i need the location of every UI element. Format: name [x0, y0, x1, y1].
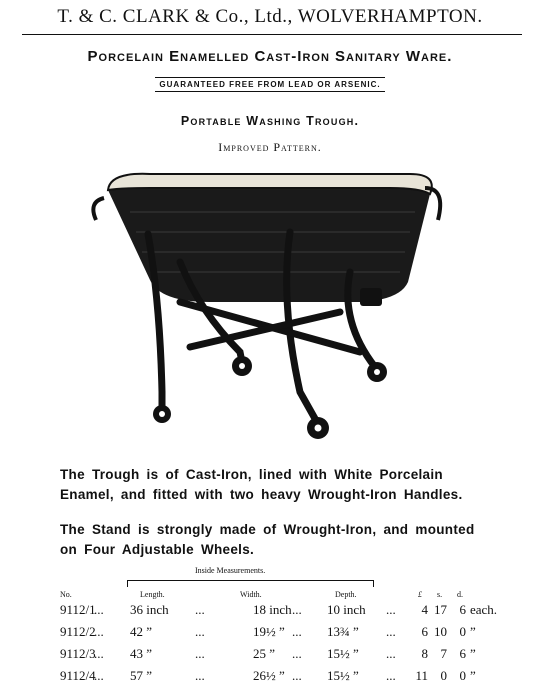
table-row [0, 668, 540, 690]
length-value: 43 ” [130, 646, 153, 661]
leader-dots: ... [94, 668, 104, 683]
col-header-depth: Depth. [335, 590, 357, 599]
length-value: 36 inch [130, 602, 169, 617]
price-pounds: 11 [415, 668, 428, 683]
col-header-length: Length. [140, 590, 165, 599]
washing-trough-illustration [90, 162, 450, 452]
description-stand: The Stand is strongly made of Wrought-Iron, and mounted on Four Adjustable Wheels. [60, 522, 475, 557]
price-pence: 0 [459, 668, 466, 683]
width-value: 19½ ” [253, 624, 285, 639]
width-value: 26½ ” [253, 668, 285, 683]
length-value: 42 ” [130, 624, 153, 639]
leader-dots: ... [292, 646, 302, 661]
price-pence: 0 [459, 624, 466, 639]
leader-dots: ... [195, 646, 205, 661]
price-note: ” [470, 646, 476, 661]
price-pounds: 6 [421, 624, 428, 639]
width-value: 18 inch [253, 602, 292, 617]
col-header-pounds: £ [418, 590, 422, 599]
leader-dots: ... [94, 646, 104, 661]
col-header-width: Width. [240, 590, 262, 599]
depth-value: 13¾ ” [327, 624, 359, 639]
header-rule [22, 34, 522, 35]
product-subtitle: Improved Pattern. [218, 140, 322, 154]
depth-value: 10 inch [327, 602, 366, 617]
leader-dots: ... [195, 624, 205, 639]
guarantee-note [0, 80, 540, 89]
leader-dots: ... [292, 624, 302, 639]
item-number: 9112/2 [60, 624, 96, 639]
leader-dots: ... [386, 646, 396, 661]
table-row [0, 624, 540, 646]
description-trough: The Trough is of Cast-Iron, lined with White Porcelain Enamel, and fitted with two heavy Wrought-Iron Handles. [60, 467, 463, 502]
price-note: ” [470, 668, 476, 683]
price-note: ” [470, 624, 476, 639]
guarantee-text: GUARANTEED FREE FROM LEAD OR ARSENIC. [155, 77, 384, 92]
table-row [0, 602, 540, 624]
leader-dots: ... [195, 602, 205, 617]
price-pence: 6 [459, 602, 466, 617]
leader-dots: ... [386, 668, 396, 683]
item-number: 9112/4 [60, 668, 96, 683]
leader-dots: ... [292, 602, 302, 617]
price-shillings: 10 [434, 624, 447, 639]
item-number: 9112/3 [60, 646, 96, 661]
leader-dots: ... [386, 602, 396, 617]
price-pounds: 4 [421, 602, 428, 617]
item-number: 9112/1 [60, 602, 96, 617]
col-header-pence: d. [457, 590, 463, 599]
length-value: 57 ” [130, 668, 153, 683]
leader-dots: ... [94, 624, 104, 639]
price-shillings: 17 [434, 602, 447, 617]
measurements-header: Inside Measurements. [195, 566, 266, 575]
depth-value: 15½ ” [327, 646, 359, 661]
width-value: 25 ” [253, 646, 276, 661]
price-pounds: 8 [421, 646, 428, 661]
leader-dots: ... [292, 668, 302, 683]
company-header: T. & C. CLARK & Co., Ltd., WOLVERHAMPTON. [57, 6, 483, 27]
leader-dots: ... [195, 668, 205, 683]
leader-dots: ... [94, 602, 104, 617]
price-shillings: 0 [440, 668, 447, 683]
col-header-no: No. [60, 590, 72, 599]
product-title: Portable Washing Trough. [180, 114, 360, 128]
measurements-bracket [127, 580, 374, 587]
col-header-shillings: s. [437, 590, 443, 599]
depth-value: 15½ ” [327, 668, 359, 683]
price-pence: 6 [459, 646, 466, 661]
price-shillings: 7 [440, 646, 447, 661]
page-title: Porcelain Enamelled Cast-Iron Sanitary Ware. [87, 48, 453, 65]
price-note: each. [470, 602, 498, 617]
table-row [0, 646, 540, 668]
leader-dots: ... [386, 624, 396, 639]
